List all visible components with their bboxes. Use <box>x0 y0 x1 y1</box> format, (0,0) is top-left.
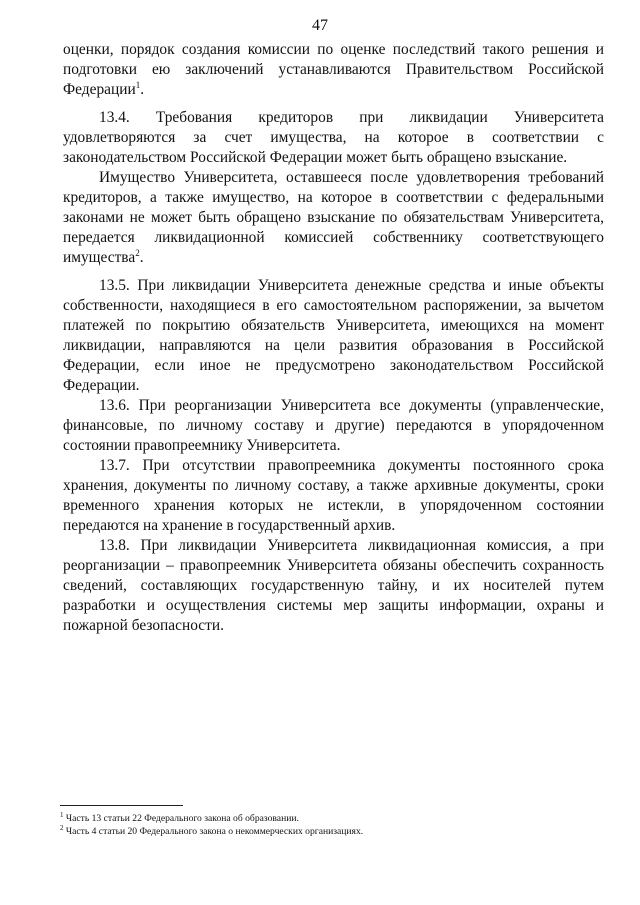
body-text <box>63 40 604 636</box>
footnote-2 <box>60 825 600 838</box>
paragraph-text: Имущество Университета, оставшееся после удовлетворения требований кредиторов, а также имущество, на которое в соответствии с федеральными законами не может быть обращено взыскание по обязательствам Университета, передается ликвидационной комиссией собственнику соответствующего имущества <box>63 169 604 266</box>
footnotes <box>60 812 600 838</box>
footnote-reference: 2 <box>135 247 140 258</box>
paragraph-tail: . <box>139 249 144 266</box>
footnote-text: Часть 13 статьи 22 Федерального закона об образовании. <box>63 813 299 824</box>
footnote-mark: 1 <box>60 810 64 819</box>
paragraph-tail: . <box>140 81 145 98</box>
clause-13-7 <box>63 456 604 536</box>
footnote-divider <box>60 805 183 806</box>
footnote-1 <box>60 812 600 825</box>
paragraph-continuation <box>63 40 604 100</box>
footnote-text: Часть 4 статьи 20 Федерального закона о некоммерческих организациях. <box>63 826 364 837</box>
paragraph-text: 13.4. Требования кредиторов при ликвидации Университета удовлетворяются за счет имущества, на которое в соответствии с законодательством Российской Федерации может быть обращено взыскание. <box>63 109 604 166</box>
footnote-reference: 1 <box>135 79 141 90</box>
clause-13-5 <box>63 276 604 396</box>
clause-13-4 <box>63 108 604 168</box>
footnote-mark: 2 <box>60 823 64 832</box>
clause-13-4-property <box>63 168 604 268</box>
page-number: 47 <box>312 17 328 34</box>
paragraph-text: 13.5. При ликвидации Университета денежные средства и иные объекты собственности, находящиеся в его самостоятельном распоряжении, за вычетом платежей по покрытию обязательств Университета, имеющихся на момент ликвидации, направляются на цели развития образования в Российской Федерации, если иное не предусмотрено законодательством Российской Федерации. <box>63 277 604 394</box>
paragraph-text: 13.8. При ликвидации Университета ликвидационная комиссия, а при реорганизации – правопреемник Университета обязаны обеспечить сохранность сведений, составляющих государственную тайну, и их носителей путем разработки и осуществления системы мер защиты информации, охраны и пожарной безопасности. <box>63 537 604 634</box>
paragraph-text: оценки, порядок создания комиссии по оценке последствий такого решения и подготовки ею заключений устанавливаются Правительством Российской Федерации <box>63 41 604 98</box>
clause-13-6 <box>63 396 604 456</box>
paragraph-text: 13.6. При реорганизации Университета все документы (управленческие, финансовые, по личному составу и другие) передаются в упорядоченном состоянии правопреемнику Университета. <box>63 397 604 454</box>
clause-13-8 <box>63 536 604 636</box>
paragraph-text: 13.7. При отсутствии правопреемника документы постоянного срока хранения, документы по личному составу, а также архивные документы, сроки временного хранения которых не истекли, в упорядоченном состоянии передаются на хранение в государственный архив. <box>63 457 604 534</box>
